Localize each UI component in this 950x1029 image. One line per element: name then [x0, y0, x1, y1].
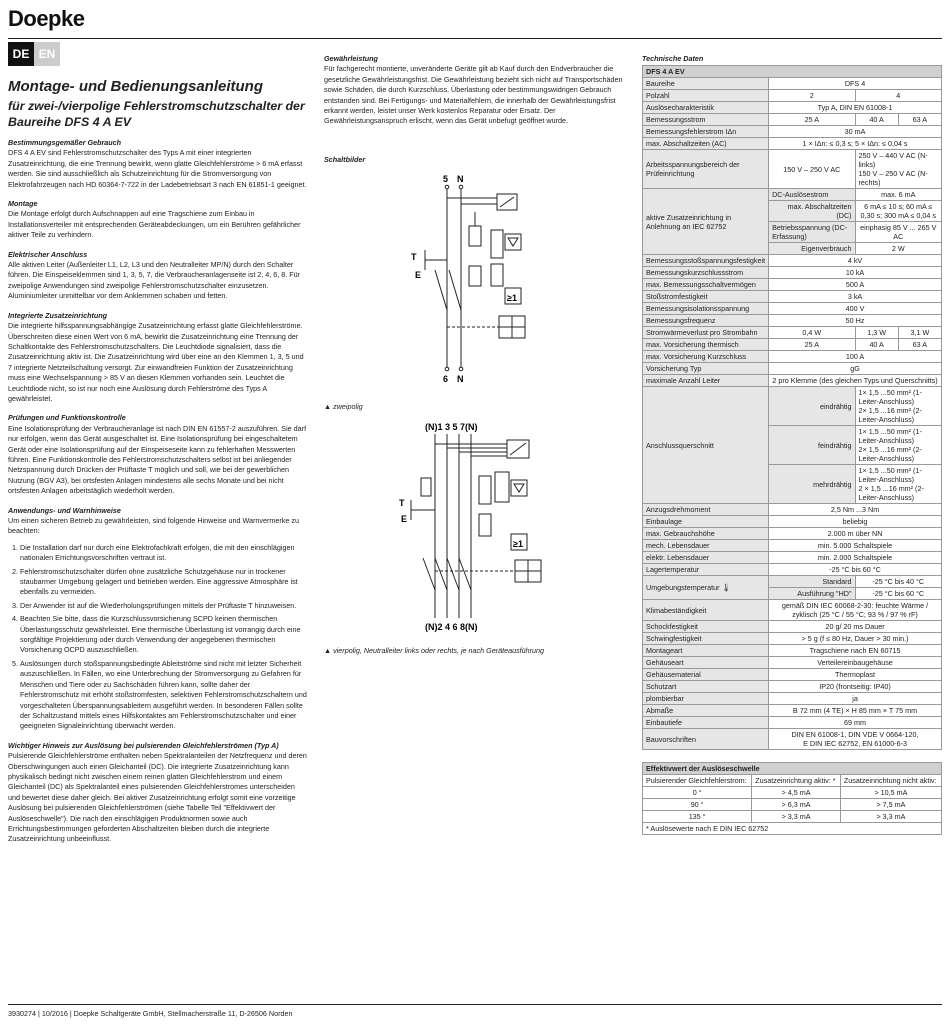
cell-label: max. Vorsicherung Kurzschluss	[643, 351, 769, 363]
table-row	[643, 126, 942, 138]
cell-line: 2× 1,5 ...16 mm² (2-Leiter-Anschluss)	[858, 445, 922, 463]
terminal-label: N	[457, 374, 464, 384]
table-row	[643, 267, 942, 279]
lang-en[interactable]: EN	[34, 42, 60, 66]
cell-label: Stoßstromfestigkeit	[643, 291, 769, 303]
table-row	[643, 576, 942, 588]
cell-label: elektr. Lebensdauer	[643, 552, 769, 564]
table-row	[643, 775, 942, 787]
cell-value: 1 × IΔn: ≤ 0,3 s; 5 × IΔn: ≤ 0,04 s	[769, 138, 942, 150]
table-row	[643, 327, 942, 339]
cell-value: 6 mA ≤ 10 s; 60 mA ≤ 0,30 s; 300 mA ≤ 0,04 s	[855, 201, 941, 222]
cell-value: gG	[769, 363, 942, 375]
cell-label: Klimabeständigkeit	[643, 600, 769, 621]
cell-label: max. Vorsicherung thermisch	[643, 339, 769, 351]
cell-label: Stromwärmeverlust pro Strombahn	[643, 327, 769, 339]
cell-label: Schockfestigkeit	[643, 621, 769, 633]
table-row	[643, 823, 942, 835]
cell-value: 40 A	[855, 114, 898, 126]
caption-four-pole: ▲ vierpolig, Neutralleiter links oder rechts, je nach Geräteausführung	[324, 646, 545, 655]
cell-label: Bemessungsisolationsspannung	[643, 303, 769, 315]
footer: 3930274 | 10/2016 | Doepke Schaltgeräte GmbH, Stellmacherstraße 11, D-26506 Norden	[8, 1004, 942, 1018]
cell-value: min. 5.000 Schaltspiele	[769, 540, 942, 552]
section-heading: Montage	[8, 199, 38, 209]
table-row	[643, 138, 942, 150]
logic-gate-label: ≥1	[513, 539, 523, 549]
table-row	[643, 787, 942, 799]
cell-value: 3 kA	[769, 291, 942, 303]
cell-value: > 4,5 mA	[752, 787, 841, 799]
terminal-label: (N)1 3 5 7(N)	[425, 422, 478, 432]
cell-label: Schwingfestigkeit	[643, 633, 769, 645]
section-heading: Wichtiger Hinweis zur Auslösung bei pulsierenden Gleichfehlerströmen (Typ A)	[8, 740, 279, 750]
cell-value: max. 6 mA	[855, 189, 941, 201]
cell-value: 4 kV	[769, 255, 942, 267]
cell-value: 2 pro Klemme (des gleichen Typs und Querschnitts)	[769, 375, 942, 387]
cell-value: beliebig	[769, 516, 942, 528]
cell-label: maximale Anzahl Leiter	[643, 375, 769, 387]
table-row	[643, 799, 942, 811]
cell-value: 0,4 W	[769, 327, 855, 339]
table-row	[643, 255, 942, 267]
list-item: 3. Der Anwender ist auf die Wiederholungsprüfungen mittels der Prüftaste T hinzuweisen.	[20, 601, 308, 611]
section-heading: Prüfungen und Funktionskontrolle	[8, 413, 126, 423]
cell-value: 40 A	[855, 339, 898, 351]
table-row	[643, 504, 942, 516]
cell-label: max. Gebrauchshöhe	[643, 528, 769, 540]
cell-value: 10 kA	[769, 267, 942, 279]
cell-label: Standard	[769, 576, 855, 588]
section-heading: Integrierte Zusatzeinrichtung	[8, 310, 108, 320]
cell-label: Bemessungskurzschlussstrom	[643, 267, 769, 279]
section-heading: Bestimmungsgemäßer Gebrauch	[8, 138, 122, 147]
cell-label: Bemessungsfrequenz	[643, 315, 769, 327]
terminal-label: N	[457, 174, 464, 184]
list-item: 1. Die Installation darf nur durch eine Elektrofachkraft erfolgen, die mit den einschlägigen nationalen Errichtungsvorschriften vertraut ist.	[20, 543, 308, 564]
cell-label: DC-Auslösestrom	[769, 189, 855, 201]
section-text: Für fachgerecht montierte, unveränderte Geräte gilt ab Kauf durch den Endverbraucher die gesetzliche Gewährleistungsfrist. Die Gewährleistung bezieht sich nicht auf Transportschäden sowie Schäden, die durch Kurzschluss, Überlastung oder bestimmungswidrigen Gebrauch entstanden sind. Bei Fertigungs- und Materialfehlern, die innerhalb der Gewährleistungsfrist erkannt werden, leistet unser Werk kostenlos Reparatur oder Ersatz. Der Gewährleistungsanspruch erlischt, wenn das Gerät unbefugt geöffnet wurde.	[324, 64, 623, 126]
table-row	[643, 621, 942, 633]
cell-value: 25 A	[769, 339, 855, 351]
cell-value: 150 V – 250 V AC	[769, 150, 855, 189]
cell-label: Anschlussquerschnitt	[643, 387, 769, 504]
section-text: Alle aktiven Leiter (Außenleiter L1, L2, L3 und den Neutralleiter MP/N) durch den Schalter führen. Die Einspeiseklemmen sind 1, 3, 5, 7, die Verbraucheranlagenseite ist 2, 4, 6, 8. Für zweipolige Anwendungen sind zweipolige Fehlerstromschutzschalter einzusetzen. Aluminiumleiter unmittelbar vor dem Anklemmen schaben und fetten.	[8, 260, 301, 301]
table-row	[643, 552, 942, 564]
cell-value	[769, 729, 942, 750]
terminal-label: 6	[443, 374, 449, 384]
column-middle	[324, 54, 626, 127]
cell-label: Vorsicherung Typ	[643, 363, 769, 375]
cell-label: Einbaulage	[643, 516, 769, 528]
cell-value	[855, 426, 941, 465]
cell-line: 2 × 1,5 ...16 mm² (2-Leiter-Anschluss)	[858, 484, 924, 502]
terminal-label: (N)2 4 6 8(N)	[425, 622, 478, 632]
cell-label: Bemessungsstoßspannungsfestigkeit	[643, 255, 769, 267]
table-row	[643, 600, 942, 621]
cell-label: eindrähtig	[769, 387, 855, 426]
table-row	[643, 375, 942, 387]
section-text: Die integrierte hilfsspannungsabhängige Zusatzeinrichtung erfasst glatte Gleichfehlerströme. Überschreiten diese einen Wert von 6 mA, bewirkt die Zusatzeinrichtung eine Trennung der Schaltkontakte des Fehlerstromschutzschalters. Die Leuchtdiode signalisiert, dass die Zusatzeinrichtung aktiv ist. Die Zusatzeinrichtung wird über eine an den Klemmen 1, 3, 5 und 7 integrierte Netzteilschaltung versorgt. Zur einwandfreien Funktion der Zusatzeinrichtung muss eine Wechselspannung > 85 V an diesen Klemmen vorhanden sein. Leuchtet die Leuchtdiode nicht, so ist nur noch eine Auslösung durch Fehlerströme des Typs A gewährleistet.	[8, 321, 304, 403]
cell-value: 4	[855, 90, 941, 102]
table-row	[643, 540, 942, 552]
cell-value: -25 °C bis 60 °C	[769, 564, 942, 576]
cell-line: 2× 1,5 ...16 mm² (2-Leiter-Anschluss)	[858, 406, 922, 424]
cell-value: Tragschiene nach EN 60715	[769, 645, 942, 657]
test-key-label: E	[401, 514, 408, 524]
cell-label: Gehäusematerial	[643, 669, 769, 681]
cell-label: Bemessungsstrom	[643, 114, 769, 126]
cell-line: 1× 1,5 ...50 mm² (1-Leiter-Anschluss)	[858, 427, 922, 445]
cell-value: > 5 g (f ≤ 80 Hz, Dauer > 30 min.)	[769, 633, 942, 645]
cell-value	[855, 150, 941, 189]
cell-value: > 3,3 mA	[840, 811, 941, 823]
cell-label: Bauvorschriften	[643, 729, 769, 750]
cell-value: min. 2.000 Schaltspiele	[769, 552, 942, 564]
cell-line: 1× 1,5 ...50 mm² (1-Leiter-Anschluss)	[858, 388, 922, 406]
table-row	[643, 633, 942, 645]
cell-label: Betriebsspannung (DC-Erfassung)	[769, 222, 855, 243]
cell-value: 90 °	[643, 799, 752, 811]
table-row	[643, 811, 942, 823]
lang-de[interactable]: DE	[8, 42, 34, 66]
cell-label: Schutzart	[643, 681, 769, 693]
cell-value: > 6,3 mA	[752, 799, 841, 811]
cell-value: -25 °C bis 40 °C	[855, 576, 941, 588]
cell-value: 2 W	[855, 243, 941, 255]
cell-value: 2	[769, 90, 855, 102]
cell-value: > 7,5 mA	[840, 799, 941, 811]
column-header: Zusatzeinrichtung nicht aktiv:	[840, 775, 941, 787]
cell-value: > 10,5 mA	[840, 787, 941, 799]
table-row	[643, 387, 942, 426]
cell-value: 30 mA	[769, 126, 942, 138]
tech-data-title: Technische Daten	[642, 54, 704, 63]
column-header: Pulsierender Gleichfehlerstrom:	[643, 775, 752, 787]
cell-value: > 3,3 mA	[752, 811, 841, 823]
terminal-label: 5	[443, 174, 449, 184]
cell-value: Typ A, DIN EN 61008-1	[769, 102, 942, 114]
cell-value: 3,1 W	[898, 327, 941, 339]
warning-list	[8, 543, 308, 732]
table-row	[643, 669, 942, 681]
diagrams-heading: Schaltbilder	[324, 155, 366, 164]
cell-label: Ausführung "HD"	[769, 588, 855, 600]
cell-value: 135 °	[643, 811, 752, 823]
cell-value: gemäß DIN IEC 60068-2-30: feuchte Wärme / zyklisch (25 °C / 55 °C; 93 % / 97 % rF)	[769, 600, 942, 621]
cell-line: E DIN IEC 62752, EN 61000-6-3	[803, 739, 907, 748]
cell-label: Polzahl	[643, 90, 769, 102]
cell-value: DFS 4	[769, 78, 942, 90]
cell-value: einphasig 85 V ... 265 V AC	[855, 222, 941, 243]
cell-value	[855, 387, 941, 426]
cell-value: 63 A	[898, 114, 941, 126]
cell-value: Verteilereinbaugehäuse	[769, 657, 942, 669]
test-key-label: T	[399, 498, 405, 508]
cell-line: 1× 1,5 ...50 mm² (1-Leiter-Anschluss)	[858, 466, 922, 484]
table-row	[643, 717, 942, 729]
list-item: 5. Auslösungen durch stoßspannungsbedingte Ableitströme sind nicht mit letzter Sicherheit auszuschließen. In Fällen, wo eine Unterbrechung der Stromversorgung zu Gefahren für Menschen und Tiere oder zu Sachschäden führen kann, sollte daher der Fehlerstromschutz mit erhöht stoßstromfesten, selektiven Fehlerstromschutzschaltern und vorgeschalteten Überspannungsableitern ausgeführt werden. In besonderen Fällen sollte der Schaltzustand mittels eines Hilfskontaktes am Fehlerstromschutzschalter und einer geeigneten Signaleinrichtung überwacht werden.	[20, 659, 308, 732]
table-header: Effektivwert der Auslöseschwelle	[643, 763, 942, 775]
list-item: 2. Fehlerstromschutzschalter dürfen ohne zusätzliche Schutzgehäuse nur in trockener staubarmer Umgebung gelagert und betrieben werden. Eine aggressive Atmosphäre ist ebenfalls zu vermeiden.	[20, 567, 308, 598]
cell-line: Umgebungstemperatur	[646, 583, 720, 592]
cell-label: Baureihe	[643, 78, 769, 90]
section-text: Pulsierende Gleichfehlerströme enthalten neben Spektralanteilen der Netzfrequenz und deren Oberschwingungen auch einen Gleichanteil (DC). Die integrierte Zusatzeinrichtung kann physikalisch bedingt nicht zwischen einem reinen glatten Gleichfehlerstrom und einem Gleichanteil (DC) als Spektralanteil eines pulsierenden Gleichfehlerstromes unterscheiden und bewertet diese daher gleich. Bei aktiver Zusatzeinrichtung erfolgt somit eine vorzeitige Auslösung bei pulsierenden Gleichfehlerströmen (siehe Tabelle Teil "Effektivwert der Auslöseschwelle"). Die nach den einschlägigen Produktnormen sowie auch Errichtungsbestimmungen geforderten Abschaltzeiten bleiben durch die integrierte Zusatzeinrichtung unbeeinflusst.	[8, 751, 307, 844]
table-row	[643, 693, 942, 705]
caption-two-pole: ▲ zweipolig	[324, 402, 363, 411]
cell-label: mech. Lebensdauer	[643, 540, 769, 552]
cell-label: Bemessungsfehlerstrom IΔn	[643, 126, 769, 138]
cell-label: Gehäuseart	[643, 657, 769, 669]
diagram-four-pole	[395, 418, 555, 636]
list-item: 4. Beachten Sie bitte, dass die Kurzschlussvorsicherung SCPD keinen thermischen Überlastungsschutz gewährleistet. Eine thermische Überlastung ist vorrangig durch eine sorgfältige Projektierung oder durch Verwendung der angegebenen thermischen Vorsicherung OCPD auszuschließen.	[20, 614, 308, 656]
column-left	[8, 78, 308, 845]
cell-value: IP20 (frontseitig: IP40)	[769, 681, 942, 693]
table-row	[643, 339, 942, 351]
cell-line: 150 V – 250 V AC (N-rechts)	[858, 169, 928, 187]
cell-line: DIN EN 61008-1, DIN VDE V 0664-120,	[791, 730, 919, 739]
table-row	[643, 351, 942, 363]
cell-value: B 72 mm (4 TE) × H 85 mm × T 75 mm	[769, 705, 942, 717]
table-row	[643, 729, 942, 750]
section-heading: Gewährleistung	[324, 54, 378, 63]
table-row	[643, 516, 942, 528]
cell-value: 2,5 Nm ...3 Nm	[769, 504, 942, 516]
table-row	[643, 681, 942, 693]
column-right	[642, 54, 942, 835]
language-switch	[8, 42, 60, 66]
table-row	[643, 291, 942, 303]
tech-data-table	[642, 65, 942, 750]
cell-label: Einbautiefe	[643, 717, 769, 729]
cell-label: feindrähtig	[769, 426, 855, 465]
trip-threshold-table	[642, 762, 942, 835]
diagram-two-pole	[405, 170, 545, 388]
cell-value: Thermoplast	[769, 669, 942, 681]
top-rule	[8, 38, 942, 39]
table-row	[643, 78, 942, 90]
cell-value: 500 A	[769, 279, 942, 291]
table-header: DFS 4 A EV	[643, 66, 942, 78]
section-heading: Elektrischer Anschluss	[8, 249, 88, 259]
doc-title: Montage- und Bedienungsanleitung	[8, 78, 263, 95]
cell-label: Auslösecharakteristik	[643, 102, 769, 114]
table-row	[643, 363, 942, 375]
section-text: Die Montage erfolgt durch Aufschnappen auf eine Tragschiene zum Einbau in Installationsverteiler mit entsprechenden Geräteabdeckungen, um ein Berühren gefährlicher aktiver Teile zu verhindern.	[8, 209, 301, 240]
cell-value: 20 g/ 20 ms Dauer	[769, 621, 942, 633]
thermometer-icon: 🌡	[721, 583, 731, 592]
cell-label: Abmaße	[643, 705, 769, 717]
cell-label: Anzugsdrehmoment	[643, 504, 769, 516]
logic-gate-label: ≥1	[507, 293, 517, 303]
cell-label: Lagertemperatur	[643, 564, 769, 576]
cell-value	[855, 465, 941, 504]
cell-value: 63 A	[898, 339, 941, 351]
cell-label: max. Abschaltzeiten (AC)	[643, 138, 769, 150]
test-key-label: T	[411, 252, 417, 262]
brand-logo: Doepke	[8, 6, 85, 31]
cell-label: plombierbar	[643, 693, 769, 705]
cell-value: 100 A	[769, 351, 942, 363]
section-heading: Anwendungs- und Warnhinweise	[8, 505, 121, 515]
cell-value: 69 mm	[769, 717, 942, 729]
cell-label: mehrdrähtig	[769, 465, 855, 504]
cell-label: max. Bemessungsschaltvermögen	[643, 279, 769, 291]
column-header: Zusatzeinrichtung aktiv: *	[752, 775, 841, 787]
cell-value: 50 Hz	[769, 315, 942, 327]
table-row	[643, 114, 942, 126]
cell-value: -25 °C bis 60 °C	[855, 588, 941, 600]
section-text: Eine Isolationsprüfung der Verbraucheranlage ist nach DIN EN 61557-2 auszuführen. Sie darf nur erfolgen, wenn das Gerät ausgeschaltet ist. Eine Isolationsprüfung bei eingeschaltetem Gerät oder eine Isolationsprüfung auf der Einspeiseseite kann zu fehlerhaften Messwerten führen. Eine Funktionskontrolle des Fehlerstromschutzschalters selbst ist bei anliegender Netzspannung durch Drücken der Prüftaste T möglich und soll, wie bei der gewerblichen Nutzung (BGV A3), bei ortsfesten Anlagen mindestens alle sechs Monate und bei nicht ortsfesten Anlagen arbeitstäglich wiederholt werden.	[8, 423, 307, 496]
cell-label: Arbeitsspannungsbereich der Prüfeinrichtung	[643, 150, 769, 189]
cell-value: 0 °	[643, 787, 752, 799]
cell-value: ja	[769, 693, 942, 705]
table-note: * Auslösewerte nach E DIN IEC 62752	[643, 823, 942, 835]
test-key-label: E	[415, 270, 422, 280]
cell-value: 25 A	[769, 114, 855, 126]
table-row	[643, 657, 942, 669]
table-row	[643, 279, 942, 291]
section-text: Um einen sicheren Betrieb zu gewährleisten, sind folgende Hinweise und Warnvermerke zu beachten:	[8, 516, 299, 536]
table-row	[643, 528, 942, 540]
cell-label: aktive Zusatzeinrichtung in Anlehnung an IEC 62752	[643, 189, 769, 255]
table-row	[643, 189, 942, 201]
table-row	[643, 705, 942, 717]
table-row	[643, 645, 942, 657]
table-row	[643, 564, 942, 576]
cell-value: 1,3 W	[855, 327, 898, 339]
cell-value: 400 V	[769, 303, 942, 315]
cell-label: Montageart	[643, 645, 769, 657]
table-row	[643, 150, 942, 189]
table-row	[643, 303, 942, 315]
table-row	[643, 315, 942, 327]
cell-label	[643, 576, 769, 600]
table-row	[643, 102, 942, 114]
doc-subtitle: für zwei-/vierpolige Fehlerstromschutzschalter der Baureihe DFS 4 A EV	[8, 99, 305, 129]
section-text: DFS 4 A EV sind Fehlerstromschutzschalter des Typs A mit einer integrierten Zusatzeinrichtung, die eine Trennung bewirkt, wenn glatte Gleichfehlerströme > 6 mA erfasst werden. Sie sind ausschließlich als Schutzeinrichtung für die Stromversorgung von Elektrofahrzeugen nach HD 60364-7-722 in der Ladebetriebsart 3 nach EN 61851-1 geeignet.	[8, 148, 307, 189]
cell-label: Eigenverbrauch	[769, 243, 855, 255]
cell-label: max. Abschaltzeiten (DC)	[769, 201, 855, 222]
cell-value: 2.000 m über NN	[769, 528, 942, 540]
table-row	[643, 90, 942, 102]
cell-line: 250 V – 440 V AC (N-links)	[858, 151, 928, 169]
